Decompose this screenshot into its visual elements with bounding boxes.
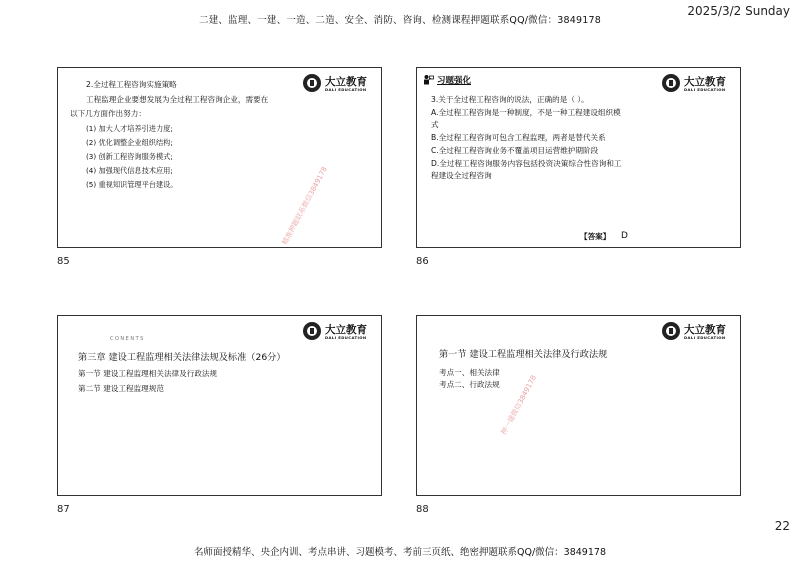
slide-list-item: (2) 优化调整企业组织结构; (86, 138, 173, 147)
teacher-icon (423, 74, 434, 85)
answer-value: D (621, 231, 628, 241)
slide-86[interactable] (416, 67, 741, 248)
logo-subtitle: DALI EDUCATION (325, 335, 367, 340)
slide-87[interactable] (57, 315, 382, 496)
slide-text-line: 以下几方面作出努力： (70, 109, 146, 118)
answer-label: 【答案】 (580, 232, 611, 241)
logo-seal-icon (303, 74, 321, 92)
logo-name: 大立教育 (684, 324, 726, 336)
slide-number: 87 (57, 504, 70, 515)
logo-name: 大立教育 (325, 76, 367, 88)
chapter-title: 第三章 建设工程监理相关法律法规及标准（26分） (78, 352, 286, 363)
slide-number: 85 (57, 256, 70, 267)
slide-list-item: (5) 重视知识管理平台建设。 (86, 180, 178, 189)
section-item: 第二节 建设工程监理规范 (78, 384, 164, 393)
brand-logo (303, 74, 369, 96)
question-option: D.全过程工程咨询服务内容包括投资决策综合性咨询和工 (431, 159, 622, 168)
logo-seal-icon (662, 74, 680, 92)
slide-text-line: 工程监理企业要想发展为全过程工程咨询企业，需要在 (86, 95, 269, 104)
logo-seal-icon (303, 322, 321, 340)
slide-number: 88 (416, 504, 429, 515)
slide-list-item: (1) 加大人才培养引进力度; (86, 124, 173, 133)
slide-list-item: (4) 加强现代信息技术应用; (86, 166, 173, 175)
question-stem: 3.关于全过程工程咨询的说法，正确的是（ ）。 (431, 95, 589, 104)
logo-name: 大立教育 (684, 76, 726, 88)
header-ad-text: 二建、监理、一建、一造、二造、安全、消防、咨询、检测课程押题联系QQ/微信：3849178 (199, 15, 601, 26)
contents-label: CONENTS (110, 336, 145, 342)
slide-list-item: (3) 创新工程咨询服务模式; (86, 152, 173, 161)
brand-logo (662, 74, 728, 96)
logo-subtitle: DALI EDUCATION (325, 87, 367, 92)
watermark-text: 押一建微信3849178 (499, 374, 539, 437)
section-item: 第一节 建设工程监理相关法律及行政法规 (78, 369, 218, 378)
section-title: 第一节 建设工程监理相关法律及行政法规 (439, 349, 608, 360)
question-option: 程建设全过程咨询 (431, 171, 492, 180)
logo-seal-icon (662, 322, 680, 340)
slide-88[interactable] (416, 315, 741, 496)
question-option: B.全过程工程咨询可包含工程监理，两者是替代关系 (431, 133, 606, 142)
question-option: 式 (431, 120, 439, 129)
footer-ad-text: 名师面授精华、央企内训、考点串讲、习题模考、考前三页纸、绝密押题联系QQ/微信：3849178 (194, 547, 606, 558)
exam-point-item: 考点二、行政法规 (439, 380, 500, 389)
slide-number: 86 (416, 256, 429, 267)
logo-name: 大立教育 (325, 324, 367, 336)
watermark-text: 精准押题联系微信3849178 (280, 165, 329, 247)
page-number: 22 (774, 519, 790, 533)
date-label: 2025/3/2 Sunday (687, 4, 790, 18)
brand-logo (303, 322, 369, 344)
question-option: A.全过程工程咨询是一种制度，不是一种工程建设组织模 (431, 108, 621, 117)
question-option: C.全过程工程咨询业务不覆盖项目运营维护期阶段 (431, 146, 599, 155)
practice-title: 习题强化 (437, 76, 472, 86)
brand-logo (662, 322, 728, 344)
logo-subtitle: DALI EDUCATION (684, 87, 726, 92)
slide-85[interactable] (57, 67, 382, 248)
logo-subtitle: DALI EDUCATION (684, 335, 726, 340)
slide-text-line: 2.全过程工程咨询实施策略 (86, 80, 177, 89)
exam-point-item: 考点一、相关法律 (439, 368, 500, 377)
